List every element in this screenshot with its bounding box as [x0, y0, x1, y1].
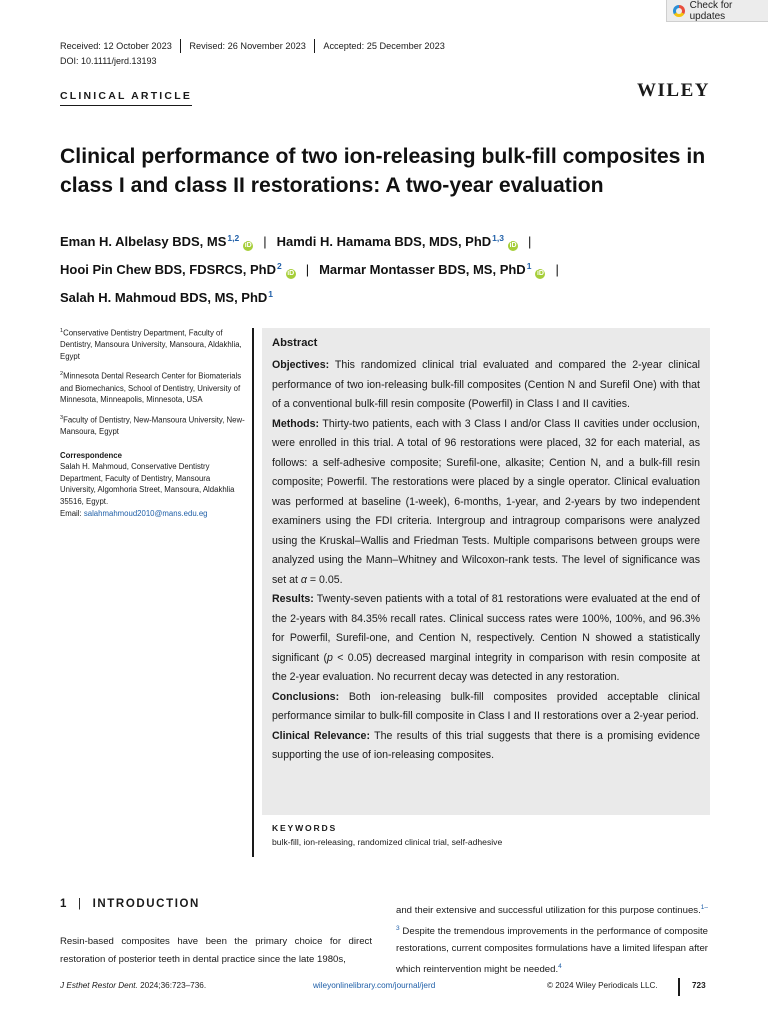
author-affiliation[interactable]: 2: [276, 261, 282, 271]
author-affiliation[interactable]: 1: [268, 289, 274, 299]
author-separator: |: [555, 262, 559, 277]
keywords-heading: KEYWORDS: [272, 823, 338, 833]
affiliation-number: 1: [60, 328, 64, 334]
article-dates: [60, 39, 445, 53]
author-affiliation[interactable]: 1,2: [227, 233, 240, 243]
section-title: INTRODUCTION: [92, 898, 200, 910]
abstract-relevance: [272, 727, 700, 766]
orcid-icon[interactable]: iD: [536, 270, 544, 277]
page-number-rule: [678, 978, 680, 996]
correspondence-email: [60, 508, 245, 520]
keywords-text: bulk-fill, ion-releasing, randomized clinical trial, self-adhesive: [272, 837, 503, 847]
affiliation: [60, 326, 245, 362]
author-name: Marmar Montasser BDS, MS, PhD: [319, 262, 526, 277]
objectives-text: This randomized clinical trial evaluated and compared the 2-year clinical performance of two ion-releasing bulk-fill composites (Cention N and Surefil One) with that of a conventional bulk-fill resin composite (Powerfil) in Class I and II cavities.: [272, 359, 700, 410]
author-name: Hamdi H. Hamama BDS, MDS, PhD: [276, 234, 492, 249]
methods-label: Methods:: [272, 417, 320, 430]
abstract-conclusions: [272, 688, 700, 727]
affiliation-number: 2: [60, 371, 64, 378]
author-name: Hooi Pin Chew BDS, FDSRCS, PhD: [60, 262, 276, 277]
article-title: Clinical performance of two ion-releasing bulk-fill composites in class I and class II restorations: A two-year evaluation: [60, 145, 706, 197]
article-type: CLINICAL ARTICLE: [60, 90, 192, 106]
orcid-icon[interactable]: iD: [244, 242, 252, 249]
doi[interactable]: DOI: 10.1111/jerd.13193: [60, 56, 157, 66]
correspondence-text: Salah H. Mahmoud, Conservative Dentistry Department, Faculty of Dentistry, Mansoura University, Algomhoria Street, Mansoura, Aldakhlia 35516, Egypt.: [60, 462, 235, 506]
date-separator: [180, 39, 182, 53]
intro-text: and their extensive and successful utilization for this purpose continues.: [396, 905, 701, 917]
author-separator: |: [528, 234, 532, 249]
conclusions-label: Conclusions:: [272, 690, 340, 703]
abstract-results: [272, 590, 700, 688]
page-number: 723: [692, 981, 706, 990]
affiliation-text: Conservative Dentistry Department, Faculty of Dentistry, Mansoura University, Mansoura, Aldakhlia, Egypt: [60, 328, 242, 361]
journal-website-link[interactable]: wileyonlinelibrary.com/journal/jerd: [313, 981, 436, 990]
check-for-updates-badge[interactable]: [666, 0, 768, 22]
affiliation: [60, 369, 245, 405]
alpha-symbol: α: [300, 573, 307, 586]
author-list: [60, 226, 720, 310]
abstract-box: [262, 328, 710, 815]
citation-link[interactable]: 4: [558, 962, 562, 970]
orcid-icon[interactable]: iD: [287, 270, 295, 277]
affiliation: [60, 413, 245, 438]
conclusions-text: Both ion-releasing bulk-fill composites provided acceptable clinical performance similar to bulk-fill composite in Class I and II restorations over a 2-year period.: [272, 690, 700, 722]
section-separator: |: [78, 898, 83, 910]
intro-paragraph-right: [396, 899, 708, 979]
affiliation-text: Minnesota Dental Research Center for Biomaterials and Biomechanics, School of Dentistry, University of Minnesota, Minneapolis, Minnesota, USA: [60, 371, 242, 405]
abstract-rule: [252, 328, 254, 857]
page-footer: [60, 978, 708, 998]
orcid-icon[interactable]: iD: [509, 242, 517, 249]
intro-paragraph-left: Resin-based composites have been the primary choice for direct restoration of posterior teeth in dental practice since the late 1980s,: [60, 936, 372, 965]
copyright: © 2024 Wiley Periodicals LLC.: [547, 981, 658, 990]
author-name: Eman H. Albelasy BDS, MS: [60, 234, 227, 249]
author-affiliation[interactable]: 1,3: [492, 233, 504, 243]
received-date: Received: 12 October 2023: [60, 41, 172, 51]
results-label: Results:: [272, 593, 314, 605]
results-text-end: < 0.05) decreased marginal integrity in comparison with resin composite at the 2-year evaluation. No recurrent decay was detected in any restoration.: [272, 651, 700, 683]
affiliation-number: 3: [60, 414, 64, 421]
p-symbol: p: [326, 651, 333, 664]
date-separator: [314, 39, 316, 53]
results-text: Twenty-seven patients with a total of 81 restorations were evaluated at the end of the 2-years with 84.35% recall rates. Clinical success rates were 100%, 100%, and 96.3% for Powerfil, Surefil-one, and Cention N, respectively. Cention N showed a statistically significant (: [272, 593, 700, 664]
email-link[interactable]: salahmahmoud2010@mans.edu.eg: [83, 508, 208, 518]
citation-link[interactable]: 1–3: [396, 904, 708, 932]
crossmark-icon: [673, 5, 685, 17]
author-name: Salah H. Mahmoud BDS, MS, PhD: [60, 290, 268, 305]
author-affiliation[interactable]: 1: [526, 261, 532, 271]
abstract-objectives: [272, 356, 700, 415]
relevance-label: Clinical Relevance:: [272, 729, 370, 742]
affiliations: [60, 326, 245, 526]
correspondence-heading: Correspondence: [60, 450, 122, 460]
publisher-logo: WILEY: [637, 80, 710, 101]
author-separator: |: [263, 234, 267, 249]
author-separator: |: [305, 262, 310, 277]
affiliation-text: Faculty of Dentistry, New-Mansoura University, New-Mansoura, Egypt: [60, 415, 245, 436]
methods-text: Thirty-two patients, each with 3 Class I and/or Class II cavities under occlusion, were enrolled in this trial. A total of 96 restorations were placed, 32 for each material, as follows: a self-adhesive composite; Surefil-one, alkasite; Cention N, and a bulk-fill resin composite; Powerfil. The restorations were placed by a single operator. Clinical evaluation was performed at baseline (1-week), 6-months, 1-year, and 2-years by two independent examiners using the FDI criteria. Intergroup and intragroup comparisons were analyzed using the Kruskal–Wallis and Friedman Tests. Multiple comparisons between groups were analyzed using the Mann–Whitney and Wilcoxon-rank tests. The level of significance was set at: [272, 417, 700, 586]
relevance-text: The results of this trial suggests that there is a promising evidence supporting the use of ion-releasing composites.: [272, 729, 700, 761]
abstract-heading: Abstract: [272, 337, 318, 349]
revised-date: Revised: 26 November 2023: [189, 41, 306, 51]
intro-text: Despite the tremendous improvements in the performance of composite restorations, current composites formulations have a limited lifespan after which reintervention might be needed.: [396, 925, 708, 976]
accepted-date: Accepted: 25 December 2023: [323, 41, 445, 51]
journal-citation: [60, 981, 206, 990]
methods-text-end: = 0.05.: [306, 573, 343, 586]
journal-name: J Esthet Restor Dent.: [60, 981, 138, 990]
objectives-label: Objectives:: [272, 359, 330, 371]
email-label: Email:: [60, 508, 84, 518]
section-heading: [60, 898, 200, 910]
section-number: 1: [60, 898, 68, 910]
check-for-updates-label: Check for updates: [689, 0, 733, 22]
journal-volume: 2024;36:723–736.: [137, 981, 207, 990]
abstract-methods: [272, 415, 700, 591]
